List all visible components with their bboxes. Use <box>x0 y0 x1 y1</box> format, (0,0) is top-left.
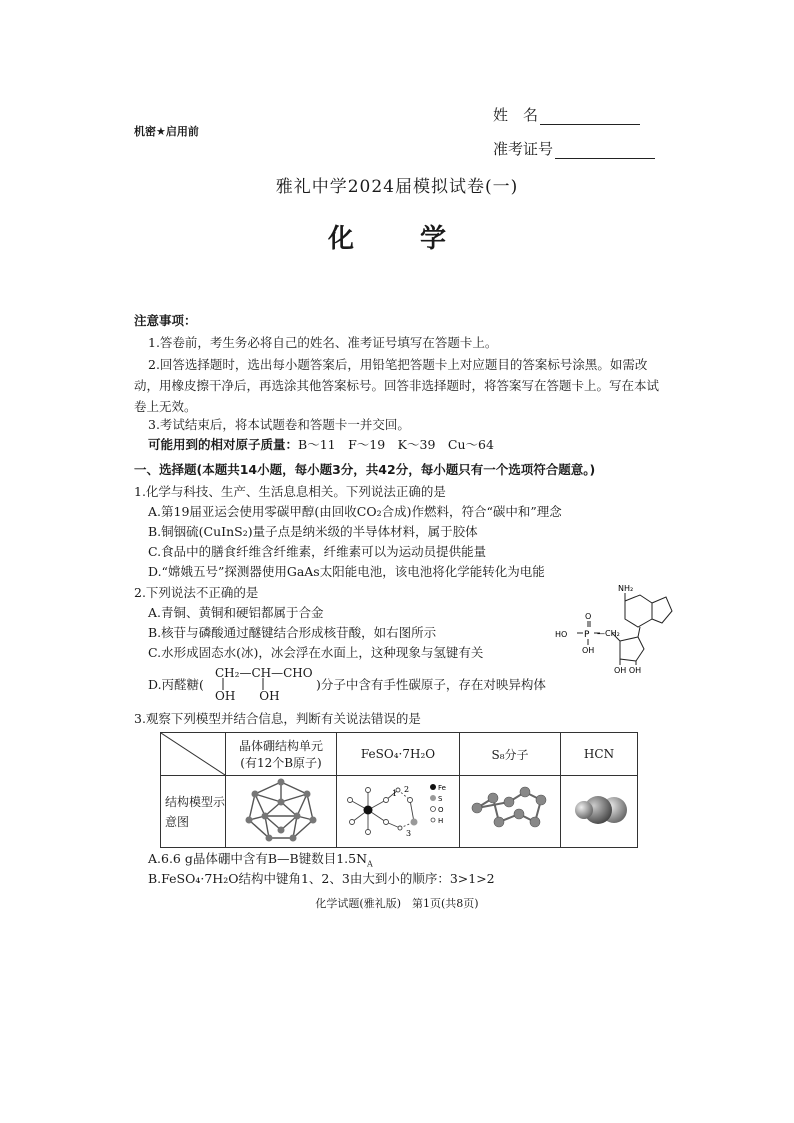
q1-option-b: B.铜铟硫(CuInS₂)量子点是纳米级的半导体材料，属于胶体 <box>148 524 478 539</box>
ch2-label: —CH₂ <box>597 629 620 638</box>
q3-model-table <box>160 732 638 848</box>
s8-model-cell <box>460 776 561 848</box>
nucleotide-structure-figure <box>550 583 680 675</box>
q2-option-c: C.水形成固态水(冰)，冰会浮在水面上，这种现象与氢键有关 <box>148 645 484 660</box>
header-hcn: HCN <box>561 733 638 776</box>
phosphorus-label: P <box>584 630 590 640</box>
q1-option-c: C.食品中的膳食纤维含纤维素，纤维素可以为运动员提供能量 <box>148 544 487 559</box>
glyceraldehyde-formula-top: CH₂—CH—CHO <box>215 666 313 680</box>
q1-option-a: A.第19届亚运会使用零碳甲醇(由回收CO₂合成)作燃料，符合“碳中和”理念 <box>148 504 562 519</box>
ho-label: HO <box>555 630 568 639</box>
legend-h: H <box>438 817 444 825</box>
oxygen-label: O <box>585 612 592 621</box>
boron-icosahedron-model <box>241 778 321 842</box>
atomic-mass-label: 可能用到的相对原子质量： <box>148 437 299 452</box>
corner-cell <box>161 733 226 776</box>
exam-title: 雅礼中学2024届模拟试卷(一) <box>275 177 519 197</box>
legend-o: O <box>438 806 444 814</box>
bond-angle-1-label: 1 <box>392 789 398 798</box>
header-boron: 晶体硼结构单元 (有12个B原子) <box>226 733 337 776</box>
exam-number-underline <box>555 143 655 159</box>
page-footer: 化学试题(雅礼版) 第1页(共8页) <box>315 897 479 910</box>
q3-option-b: B.FeSO₄·7H₂O结构中键角1、2、3由大到小的顺序：3>1>2 <box>148 871 495 886</box>
hcn-space-filling-model <box>564 785 634 835</box>
header-s8: S₈分子 <box>460 733 561 776</box>
q2-option-d-prefix: D.丙醛糖( <box>148 677 204 692</box>
legend-fe: Fe <box>438 784 446 792</box>
bond-angle-3-label: 3 <box>406 829 412 838</box>
notes-heading: 注意事项： <box>134 313 197 328</box>
section-title: 一、选择题(本题共14小题，每小题3分，共42分，每小题只有一个选项符合题意。) <box>134 462 596 477</box>
note-item: 2.回答选择题时，选出每小题答案后，用铅笔把答题卡上对应题目的答案标号涂黑。如需改动，用橡皮擦干净后，再选涂其他答案标号。回答非选择题时，将答案写在答题卡上。写在本试卷上无效。 <box>134 357 660 414</box>
q1-option-d: D.“嫦娥五号”探测器使用GaAs太阳能电池，该电池将化学能转化为电能 <box>148 564 545 579</box>
note-item: 3.考试结束后，将本试题卷和答题卡一并交回。 <box>148 417 410 432</box>
oh-label: OH <box>582 646 595 655</box>
q2-option-b: B.核苷与磷酸通过醚键结合形成核苷酸，如右图所示 <box>148 625 437 640</box>
note-item: 1.答卷前，考生务必将自己的姓名、准考证号填写在答题卡上。 <box>148 335 498 350</box>
q1-stem: 1.化学与科技、生产、生活息息相关。下列说法正确的是 <box>134 484 446 499</box>
atomic-mass-values: B～11 F～19 K～39 Cu～64 <box>298 437 494 452</box>
atomic-mass-line <box>148 436 494 453</box>
glyceraldehyde-formula-bottom: OH OH <box>215 689 280 703</box>
name-field <box>493 104 640 125</box>
exam-number-label: 准考证号 <box>493 140 554 158</box>
subject-title: 化 学 <box>327 224 466 254</box>
boron-model-cell <box>226 776 337 848</box>
hcn-model-cell <box>561 776 638 848</box>
row-label: 结构模型示意图 <box>161 776 226 848</box>
feso4-model-cell <box>337 776 460 848</box>
q3-stem: 3.观察下列模型并结合信息，判断有关说法错误的是 <box>134 711 421 726</box>
s8-ring-model <box>465 780 555 840</box>
glyceraldehyde-bond-lines <box>215 678 275 690</box>
q3-option-a: A.6.6 g晶体硼中含有B—B键数目$1.5N_A$ <box>148 851 373 869</box>
exam-number-field <box>493 138 655 159</box>
corner-diagonal <box>161 733 225 775</box>
legend-s: S <box>438 795 443 803</box>
name-label: 姓 名 <box>493 106 539 124</box>
name-underline <box>540 109 640 125</box>
header-feso4: FeSO₄·7H₂O <box>337 733 460 776</box>
q2-option-d-suffix: )分子中含有手性碳原子，存在对映异构体 <box>316 677 546 692</box>
confidential-mark: 机密★启用前 <box>134 125 199 138</box>
feso4-structure-model <box>338 778 458 842</box>
nh2-label: NH₂ <box>618 584 634 593</box>
q2-stem: 2.下列说法不正确的是 <box>134 585 259 600</box>
bond-angle-2-label: 2 <box>404 785 410 794</box>
q2-option-a: A.青铜、黄铜和硬铝都属于合金 <box>148 605 324 620</box>
sugar-oh-label: OH OH <box>614 666 642 675</box>
